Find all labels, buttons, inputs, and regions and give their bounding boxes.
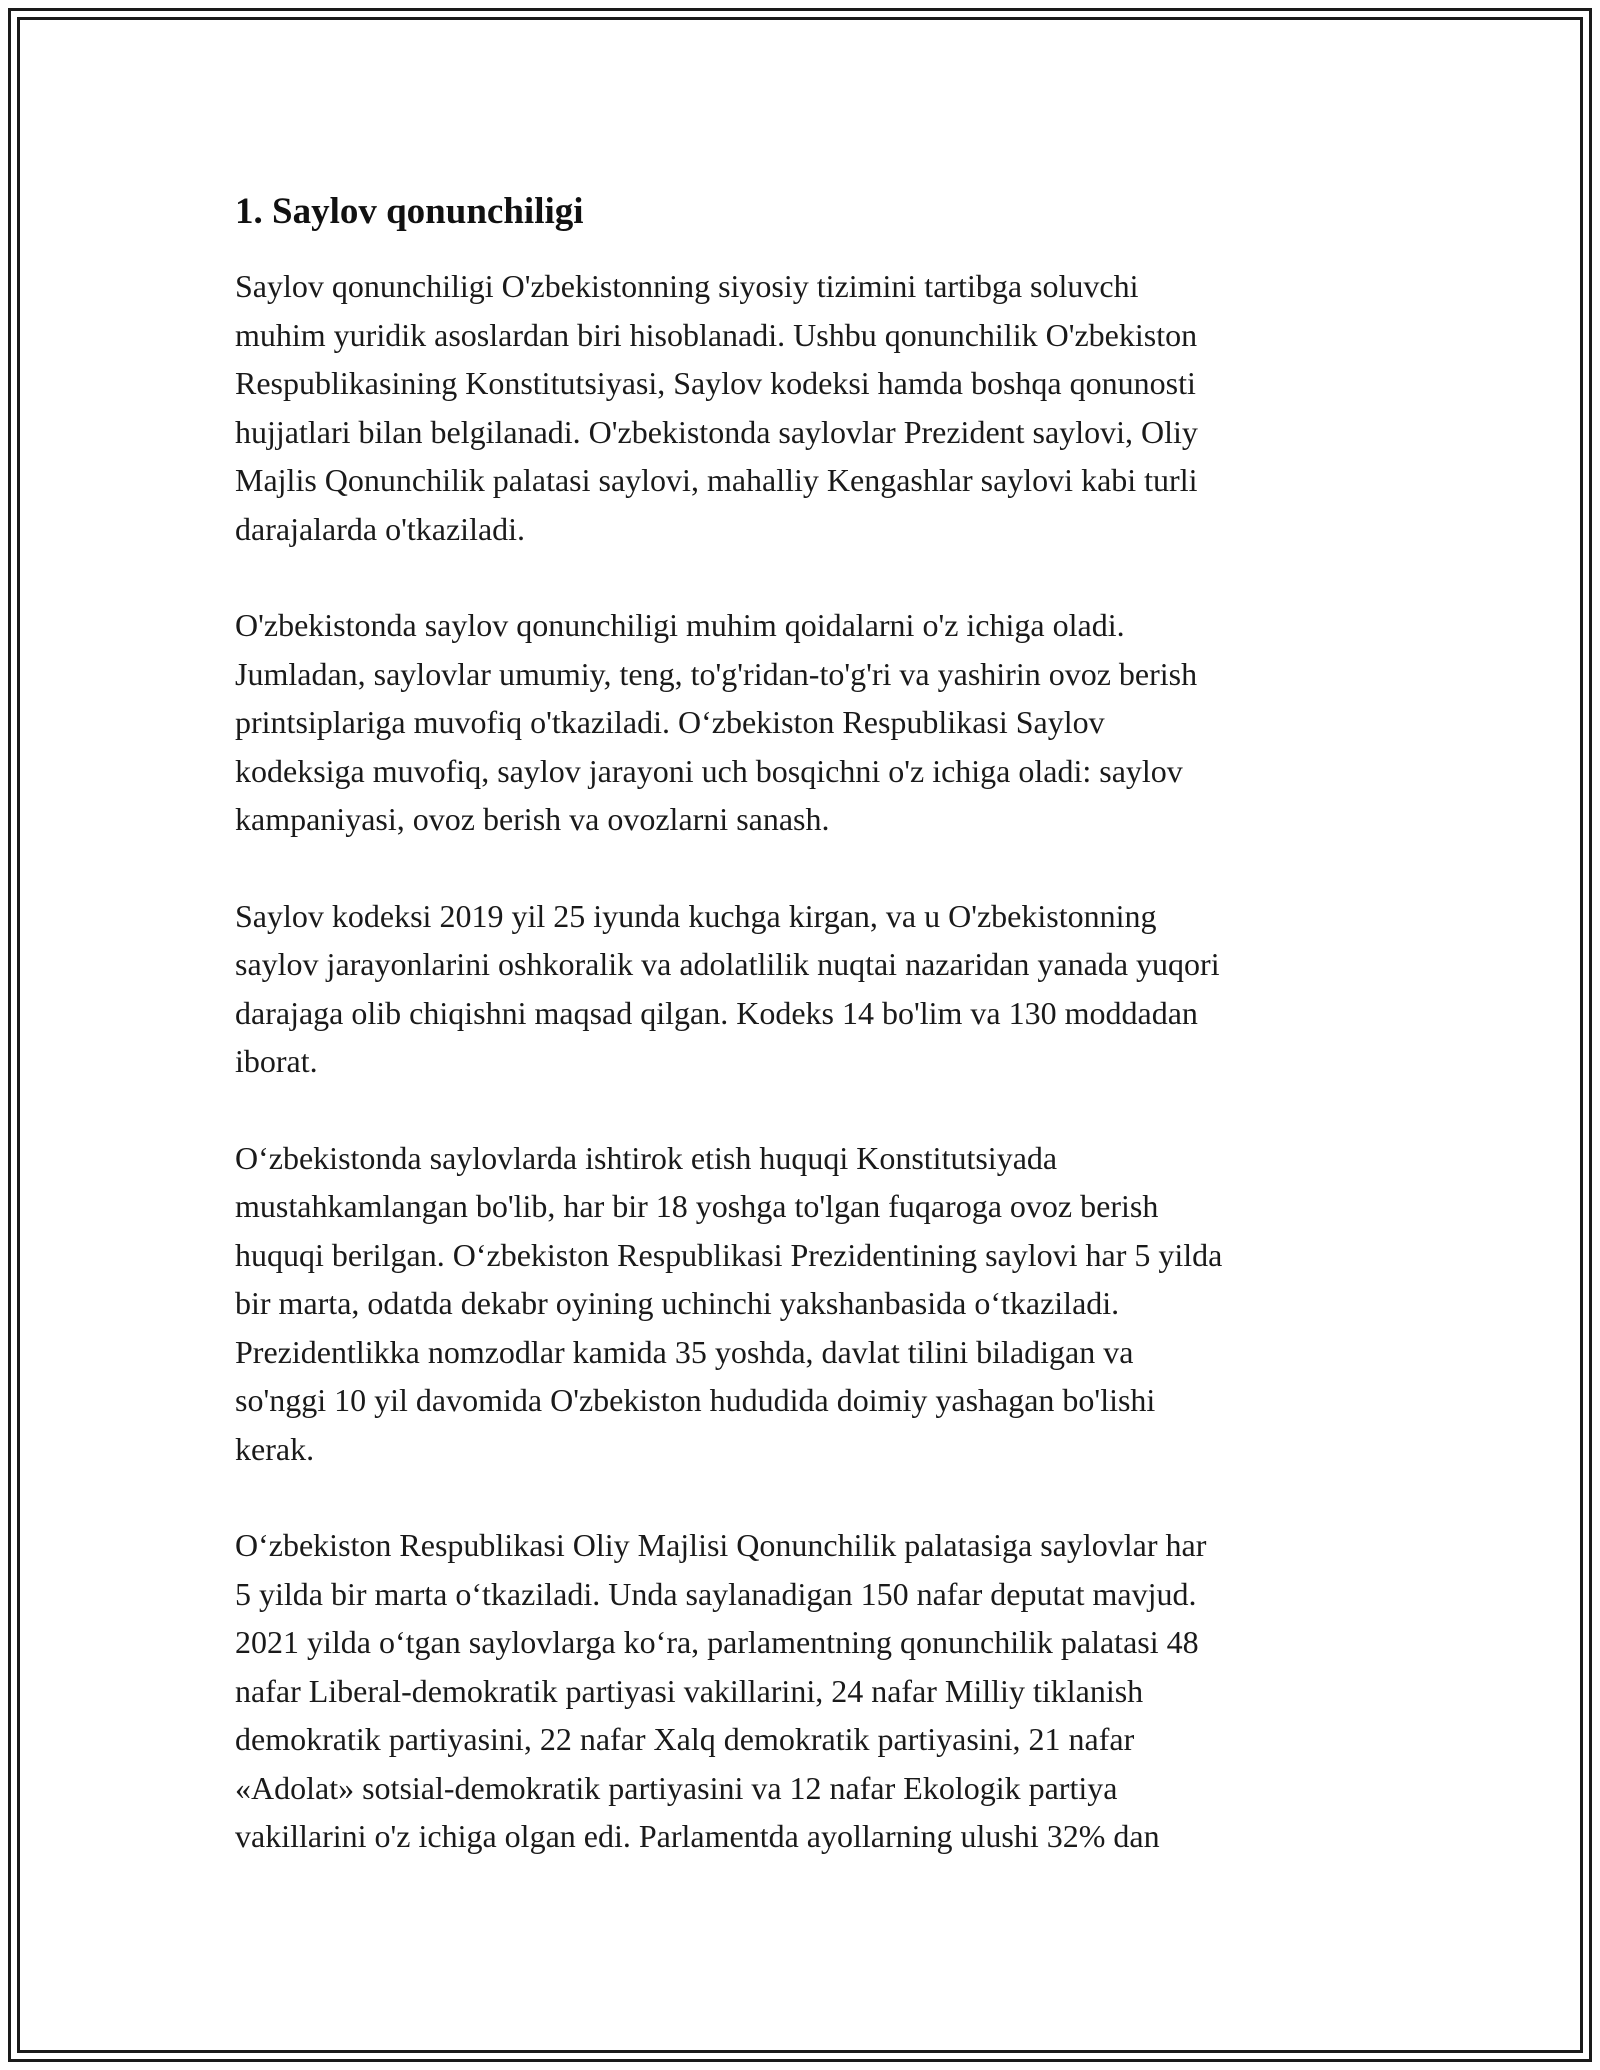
document-body [235, 188, 1375, 1909]
section-heading: 1. Saylov qonunchiligi [235, 191, 584, 232]
paragraph-1: Saylov qonunchiligi O'zbekistonning siyosiy tizimini tartibga soluvchi muhim yuridik asoslardan biri hisoblanadi. Ushbu qonunchilik O'zbekiston Respublikasining Konstitutsiyasi, Saylov kodeksi hamda boshqa qonunosti hujjatlari bilan belgilanadi. O'zbekistonda saylovlar Prezident saylovi, Oliy Majlis Qonunchilik palatasi saylovi, mahalliy Kengashlar saylovi kabi turli darajalarda o'tkaziladi. [235, 268, 1198, 547]
paragraph-2: O'zbekistonda saylov qonunchiligi muhim qoidalarni o'z ichiga oladi. Jumladan, saylovlar umumiy, teng, to'g'ridan-to'g'ri va yashirin ovoz berish printsiplariga muvofiq o'tkaziladi. O‘zbekiston Respublikasi Saylov kodeksiga muvofiq, saylov jarayoni uch bosqichni o'z ichiga oladi: saylov kampaniyasi, ovoz berish va ovozlarni sanash. [235, 607, 1198, 837]
paragraph-5: O‘zbekiston Respublikasi Oliy Majlisi Qonunchilik palatasiga saylovlar har 5 yilda bir marta o‘tkaziladi. Unda saylanadigan 150 nafar deputat mavjud. 2021 yilda o‘tgan saylovlarga ko‘ra, parlamentning qonunchilik palatasi 48 nafar Liberal-demokratik partiyasi vakillarini, 24 nafar Milliy tiklanish demokratik partiyasini, 22 nafar Xalq demokratik partiyasini, 21 nafar «Adolat» sotsial-demokratik partiyasini va 12 nafar Ekologik partiya vakillarini o'z ichiga olgan edi. Parlamentda ayollarning ulushi 32% dan [235, 1527, 1207, 1854]
paragraph-3: Saylov kodeksi 2019 yil 25 iyunda kuchga kirgan, va u O'zbekistonning saylov jarayonlarini oshkoralik va adolatlilik nuqtai nazaridan yanada yuqori darajaga olib chiqishni maqsad qilgan. Kodeks 14 bo'lim va 130 moddadan iborat. [235, 897, 1220, 1079]
paragraph-4: O‘zbekistonda saylovlarda ishtirok etish huquqi Konstitutsiyada mustahkamlangan bo'lib, har bir 18 yoshga to'lgan fuqaroga ovoz berish huquqi berilgan. O‘zbekiston Respublikasi Prezidentining saylovi har 5 yilda bir marta, odatda dekabr oyining uchinchi yakshanbasida o‘tkaziladi. Prezidentlikka nomzodlar kamida 35 yoshda, davlat tilini biladigan va so'nggi 10 yil davomida O'zbekiston hududida doimiy yashagan bo'lishi kerak. [235, 1139, 1223, 1467]
